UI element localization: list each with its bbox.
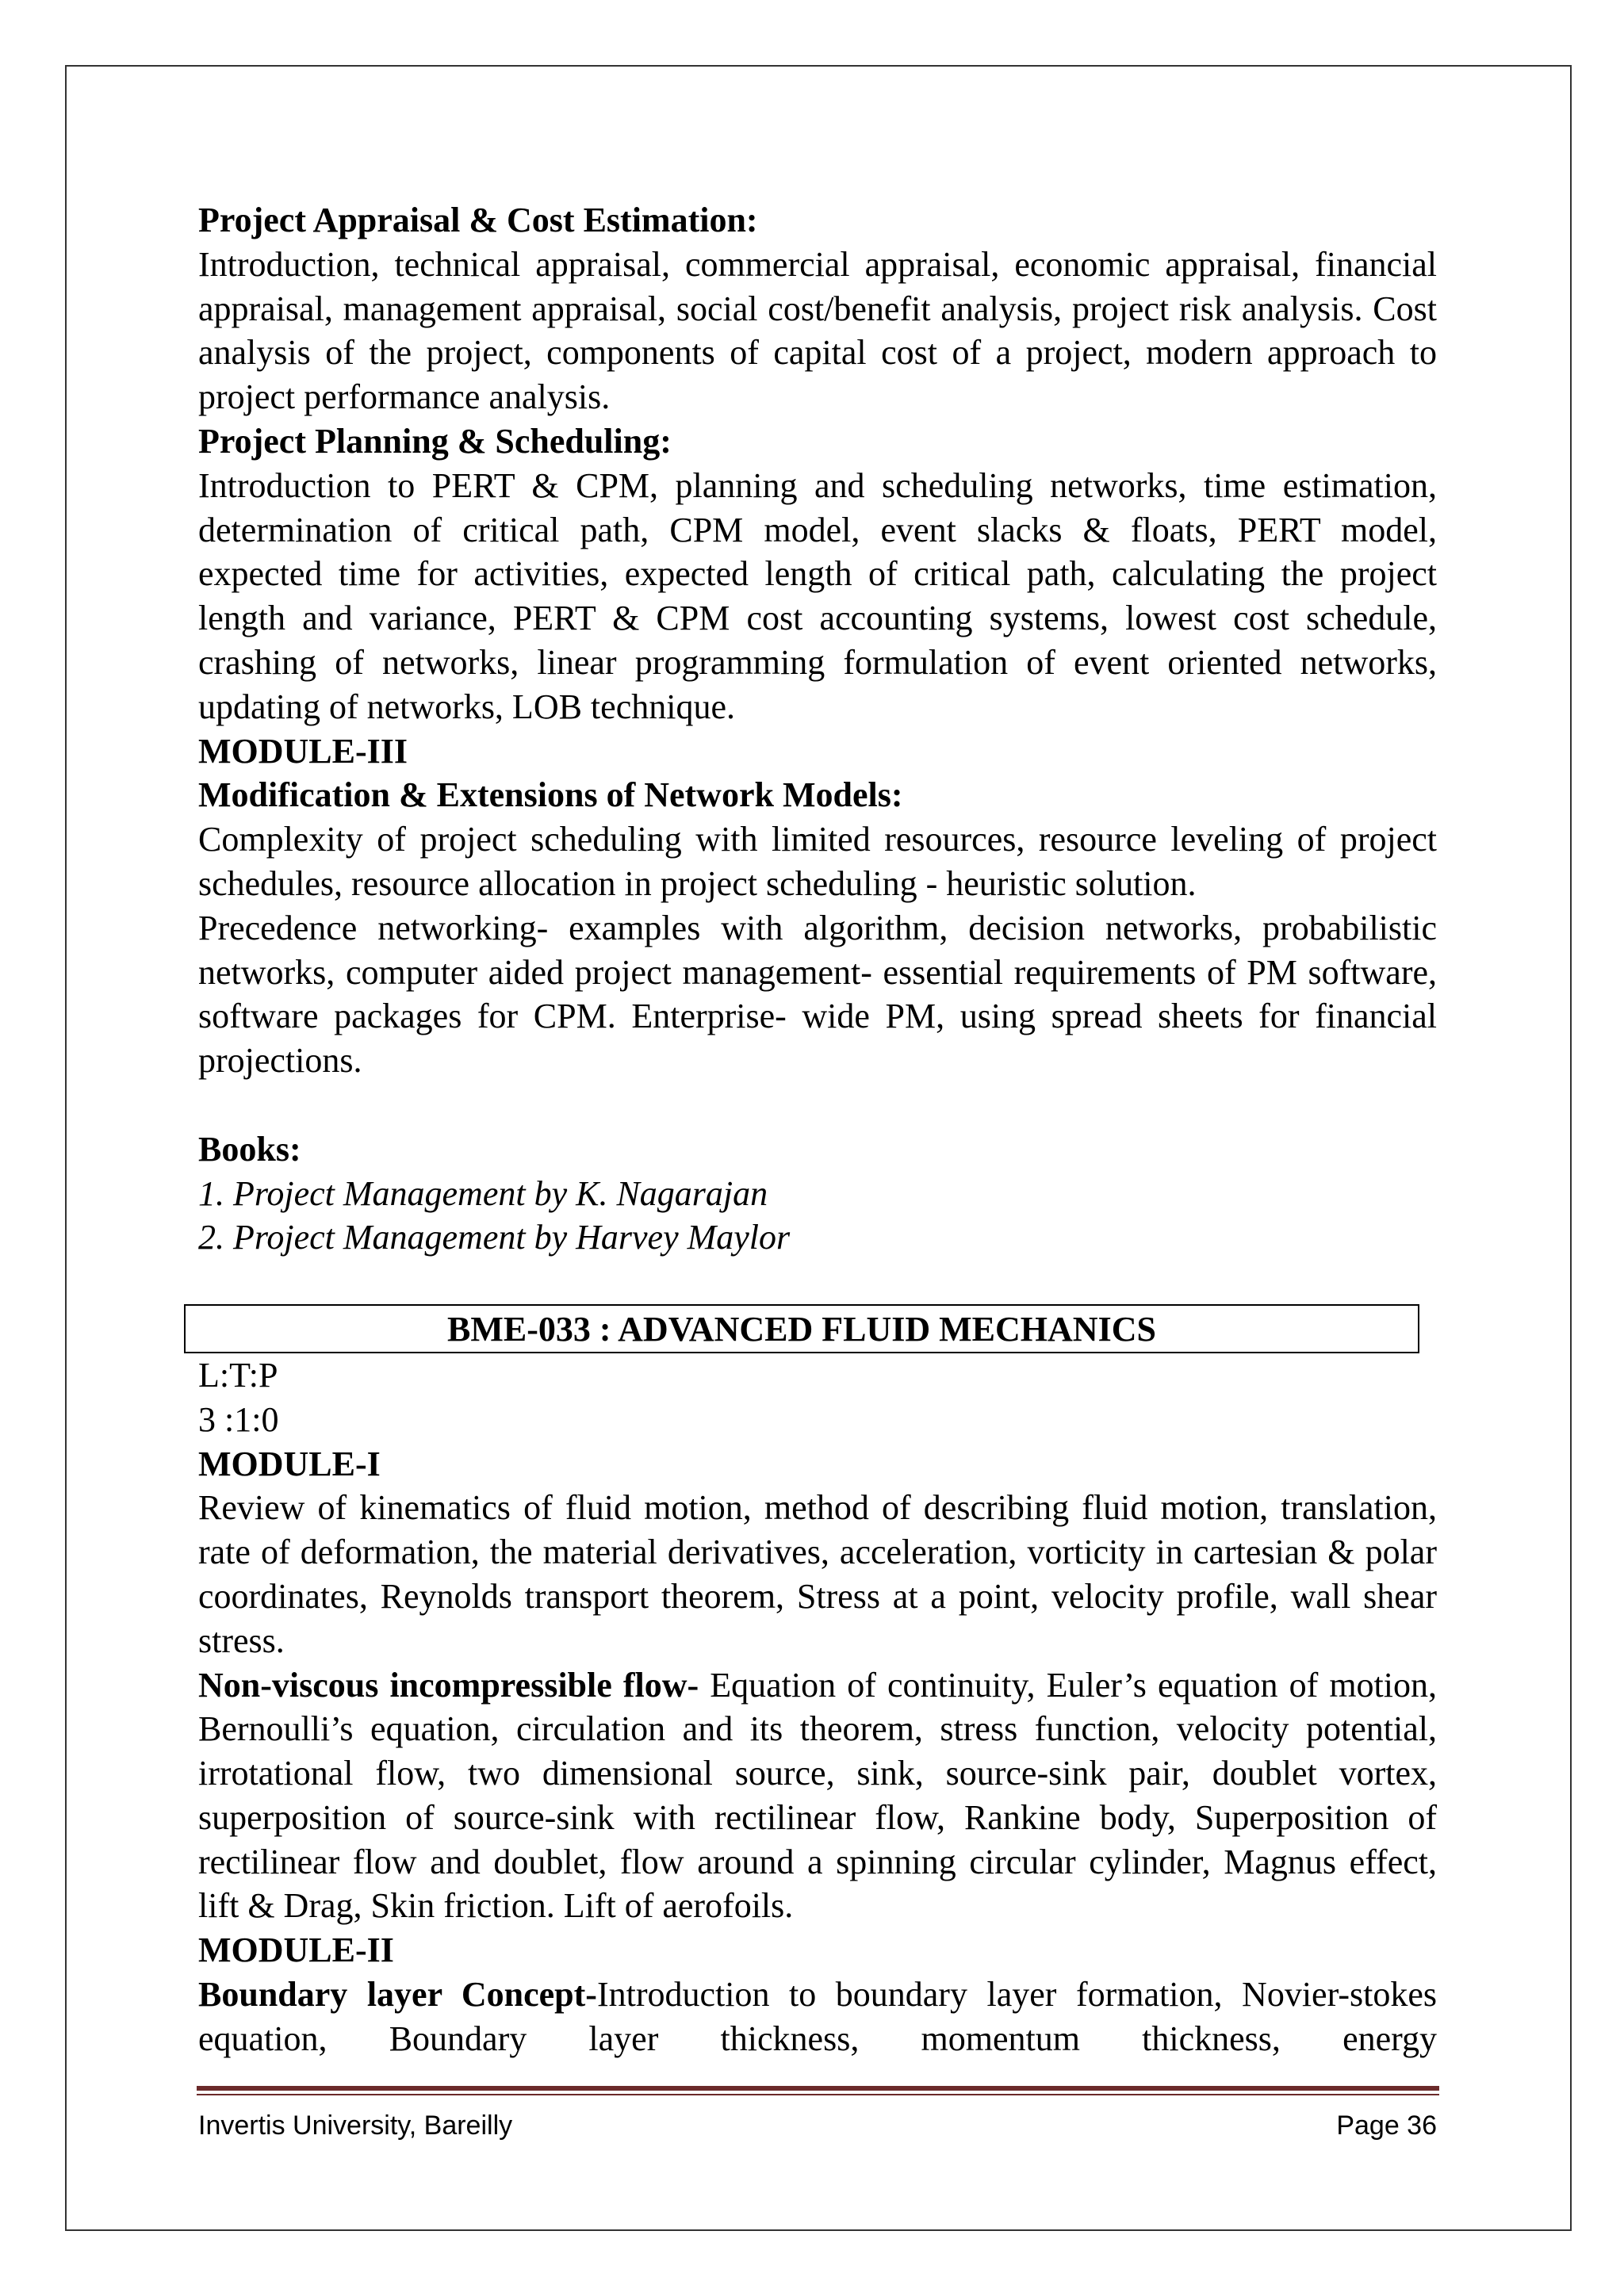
modification-heading: Modification & Extensions of Network Models: [198, 775, 903, 815]
footer-rule-thin [197, 2094, 1439, 2095]
nonviscous-text: Equation of continuity, Euler’s equation of motion, Bernoulli’s equation, circulation and its theorem, stress function, velocity potential, irrotational flow, two dimensional source, sink, source-sink pair, doublet vortex, superposition of source-sink with rectilinear flow, Rankine body, Superposition of rectilinear flow and doublet, flow around a spinning circular cylinder, Magnus effect, lift & Drag, Skin friction. Lift of aerofoils. [198, 1665, 1437, 1926]
nonviscous-paragraph [198, 1663, 1437, 1929]
footer-institution: Invertis University, Bareilly [198, 2110, 513, 2141]
appraisal-text: Introduction, technical appraisal, commercial appraisal, economic appraisal, financial appraisal, management appraisal, social cost/benefit analysis, project risk analysis. Cost analysis of the project, components of capital cost of a project, modern approach to project performance analysis. [198, 244, 1437, 417]
modification-text-2: Precedence networking- examples with algorithm, decision networks, probabilistic networks, computer aided project management- essential requirements of PM software, software packages for CPM. Enterprise- wide PM, using spread sheets for financial projections. [198, 908, 1437, 1081]
appraisal-heading: Project Appraisal & Cost Estimation: [198, 201, 758, 239]
document-body [198, 198, 1437, 2061]
planning-text: Introduction to PERT & CPM, planning and scheduling networks, time estimation, determination of critical path, CPM model, event slacks & floats, PERT model, expected time for activities, expected length of critical path, calculating the project length and variance, PERT & CPM cost accounting systems, lowest cost schedule, crashing of networks, linear programming formulation of event oriented networks, updating of networks, LOB technique. [198, 465, 1437, 726]
module-i-text: Review of kinematics of fluid motion, method of describing fluid motion, translation, rate of deformation, the material derivatives, acceleration, vorticity in cartesian & polar coordinates, Reynolds transport theorem, Stress at a point, velocity profile, wall shear stress. [198, 1488, 1437, 1660]
modification-text-1: Complexity of project scheduling with limited resources, resource leveling of project schedules, resource allocation in project scheduling - heuristic solution. [198, 820, 1437, 903]
planning-heading: Project Planning & Scheduling: [198, 421, 672, 461]
boundary-text: Introduction to boundary layer formation, Novier-stokes equation, Boundary layer thickness, momentum thickness, energy [198, 1975, 1437, 2058]
nonviscous-lead: Non-viscous incompressible flow- [198, 1665, 699, 1705]
books-heading: Books: [198, 1129, 301, 1169]
module-iii-heading: MODULE-III [198, 731, 408, 771]
boundary-paragraph [198, 1973, 1437, 2061]
course-title-box: BME-033 : ADVANCED FLUID MECHANICS [184, 1304, 1419, 1353]
boundary-lead: Boundary layer Concept- [198, 1975, 597, 2015]
ltp-value: 3 :1:0 [198, 1399, 279, 1439]
footer-rule [197, 2086, 1439, 2091]
book-item-2: 2. Project Management by Harvey Maylor [198, 1218, 791, 1257]
spacer [198, 1083, 1437, 1127]
module-ii-heading: MODULE-II [198, 1931, 394, 1970]
footer-page-number: Page 36 [1336, 2110, 1437, 2141]
module-i-heading: MODULE-I [198, 1444, 381, 1483]
book-item-1: 1. Project Management by K. Nagarajan [198, 1173, 768, 1213]
spacer [198, 1260, 1437, 1304]
ltp-label: L:T:P [198, 1355, 278, 1395]
